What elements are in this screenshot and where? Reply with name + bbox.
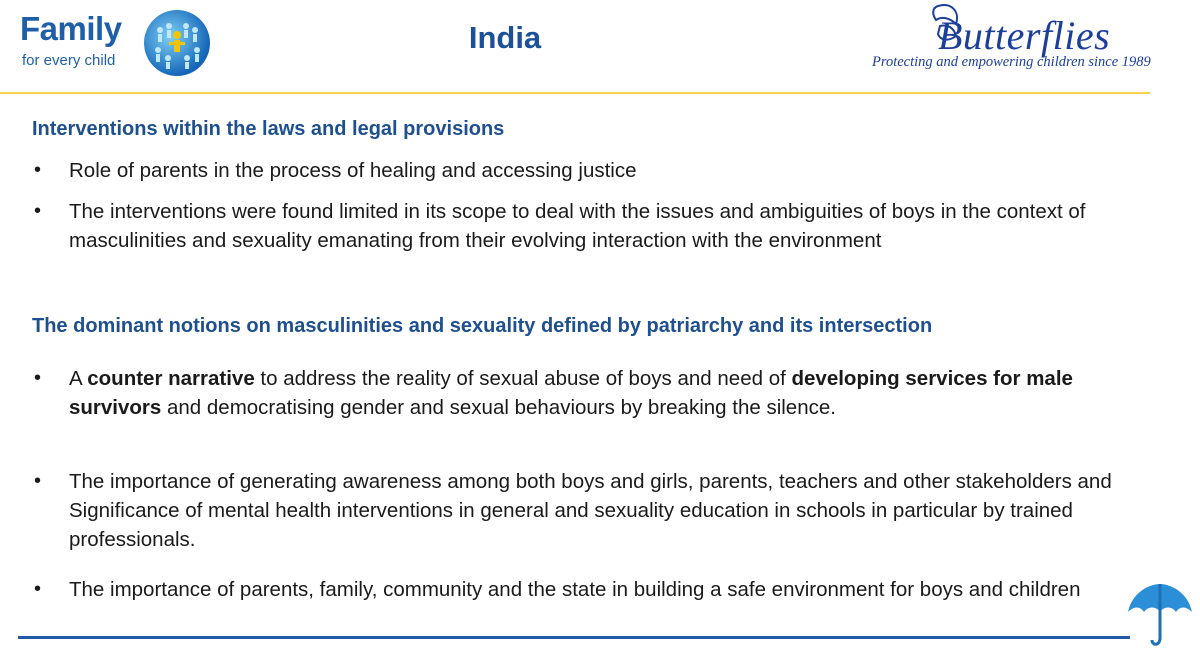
section-heading-legal-interventions: Interventions within the laws and legal provisions xyxy=(32,118,505,140)
butterflies-logo-tagline: Protecting and empowering children since 1989 xyxy=(872,54,1151,70)
bullet-text-emphasis: developing services for male survivors xyxy=(69,367,1073,419)
footer-divider xyxy=(18,636,1130,639)
bullet-text: The interventions were found limited in its scope to deal with the issues and ambiguities of boys in the context of masculinities and sexuality emanating from their evolving interaction with the environment xyxy=(69,200,1086,252)
bullet-marker: • xyxy=(34,578,42,600)
bullet-text: Role of parents in the process of healing and accessing justice xyxy=(69,159,637,182)
bullet-text: The importance of generating awareness among both boys and girls, parents, teachers and other stakeholders and Significance of mental health interventions in general and sexuality education in schools in particular by trained professionals. xyxy=(69,470,1112,551)
bullet-text-emphasis: counter narrative xyxy=(87,367,255,390)
family-logo-tagline: for every child xyxy=(22,52,116,69)
family-logo-word: Family xyxy=(20,10,122,47)
bullet-text-part: A xyxy=(69,367,88,390)
bullet-text: The importance of parents, family, community and the state in building a safe environment for boys and children xyxy=(69,578,1081,601)
bullet-marker: • xyxy=(34,200,42,222)
header-divider xyxy=(0,92,1150,94)
bullet-text xyxy=(69,364,1134,422)
bullet-marker: • xyxy=(34,470,42,492)
bullet-text-part: to address the reality of sexual abuse of boys and need of xyxy=(254,367,792,390)
bullet-marker: • xyxy=(34,367,42,389)
butterflies-logo xyxy=(860,0,1180,78)
bullet-text-part: and democratising gender and sexual behaviours by breaking the silence. xyxy=(161,396,836,419)
bullet-marker: • xyxy=(34,159,42,181)
page-title: India xyxy=(468,20,542,55)
umbrella-icon xyxy=(1124,580,1196,648)
butterflies-logo-word: Butterflies xyxy=(938,13,1111,58)
section-heading-dominant-notions: The dominant notions on masculinities and sexuality defined by patriarchy and its intersection xyxy=(32,315,933,337)
